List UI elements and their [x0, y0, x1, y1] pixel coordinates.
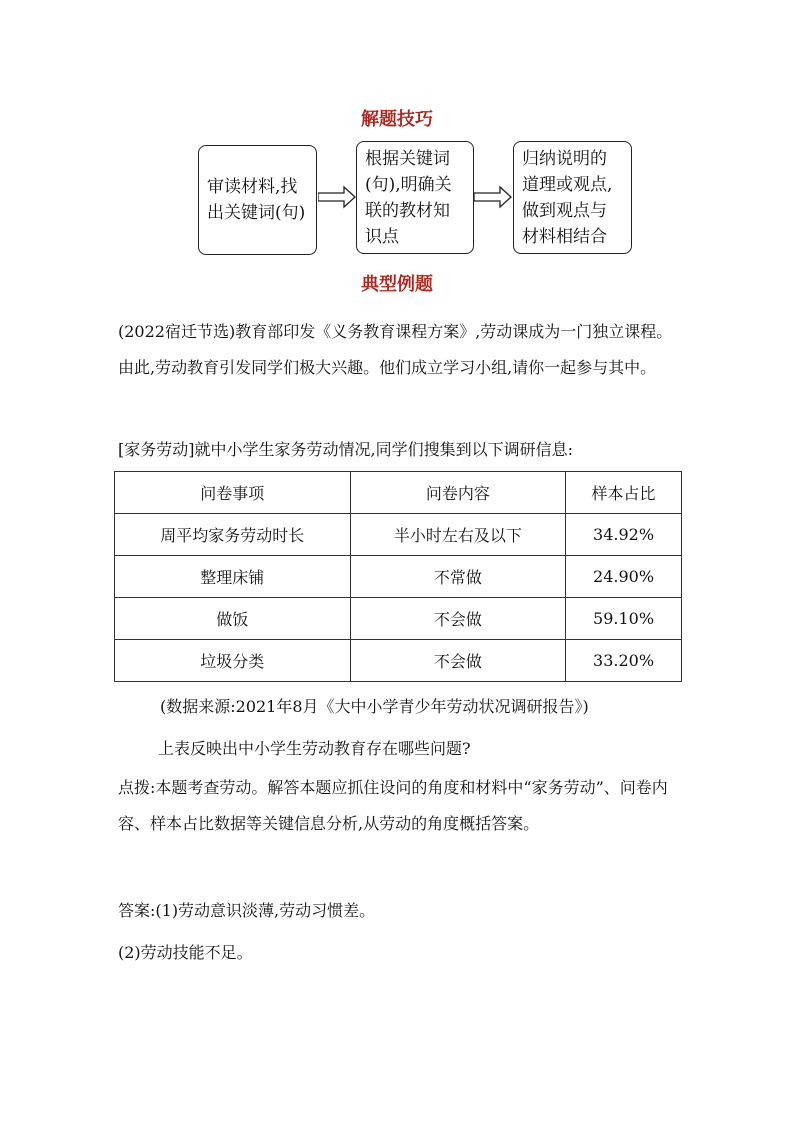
table-cell: 不会做 — [350, 640, 566, 682]
answer-line-2: (2)劳动技能不足。 — [118, 943, 253, 962]
table-cell: 34.92% — [566, 514, 682, 556]
table-cell: 周平均家务劳动时长 — [115, 514, 351, 556]
table-cell: 整理床铺 — [115, 556, 351, 598]
table-cell: 垃圾分类 — [115, 640, 351, 682]
column-header: 问卷内容 — [350, 472, 566, 514]
table-cell: 做饭 — [115, 598, 351, 640]
answer-line-1: 答案:(1)劳动意识淡薄,劳动习惯差。 — [118, 901, 376, 920]
table-cell: 33.20% — [566, 640, 682, 682]
data-source: (数据来源:2021年8月《大中小学青少年劳动状况调研报告》) — [160, 697, 589, 716]
table-cell: 不会做 — [350, 598, 566, 640]
table-row — [115, 640, 682, 682]
example-title: 典型例题 — [361, 274, 433, 295]
flow-step-2-text: 根据关键词(句),明确关联的教材知识点 — [365, 148, 452, 247]
intro-paragraph: (2022宿迁节选)教育部印发《义务教育课程方案》,劳动课成为一门独立课程。由此,劳动教育引发同学们极大兴趣。他们成立学习小组,请你一起参与其中。 — [118, 322, 673, 377]
table-cell: 59.10% — [566, 598, 682, 640]
flow-step-1-text: 审读材料,找出关键词(句) — [207, 177, 306, 223]
table-row — [115, 556, 682, 598]
question-text: 上表反映出中小学生劳动教育存在哪些问题? — [158, 739, 471, 758]
column-header: 样本占比 — [566, 472, 682, 514]
table-cell: 不常做 — [350, 556, 566, 598]
flow-step-3-text: 归纳说明的道理或观点,做到观点与材料相结合 — [522, 148, 613, 247]
table-cell: 半小时左右及以下 — [350, 514, 566, 556]
survey-table — [114, 471, 682, 682]
arrow-right-icon — [318, 185, 356, 209]
table-header-row — [115, 472, 682, 514]
table-cell: 24.90% — [566, 556, 682, 598]
section-title: 解题技巧 — [361, 109, 433, 130]
flow-step-3 — [513, 141, 632, 254]
flow-step-2 — [356, 141, 474, 254]
table-row — [115, 514, 682, 556]
hint-paragraph: 点拨:本题考查劳动。解答本题应抓住设问的角度和材料中“家务劳动”、问卷内容、样本占比数据等关键信息分析,从劳动的角度概括答案。 — [118, 778, 668, 833]
flow-step-1 — [198, 145, 317, 255]
column-header: 问卷事项 — [115, 472, 351, 514]
table-lead: [家务劳动]就中小学生家务劳动情况,同学们搜集到以下调研信息: — [118, 440, 573, 459]
arrow-right-icon — [474, 185, 512, 209]
table-row — [115, 598, 682, 640]
